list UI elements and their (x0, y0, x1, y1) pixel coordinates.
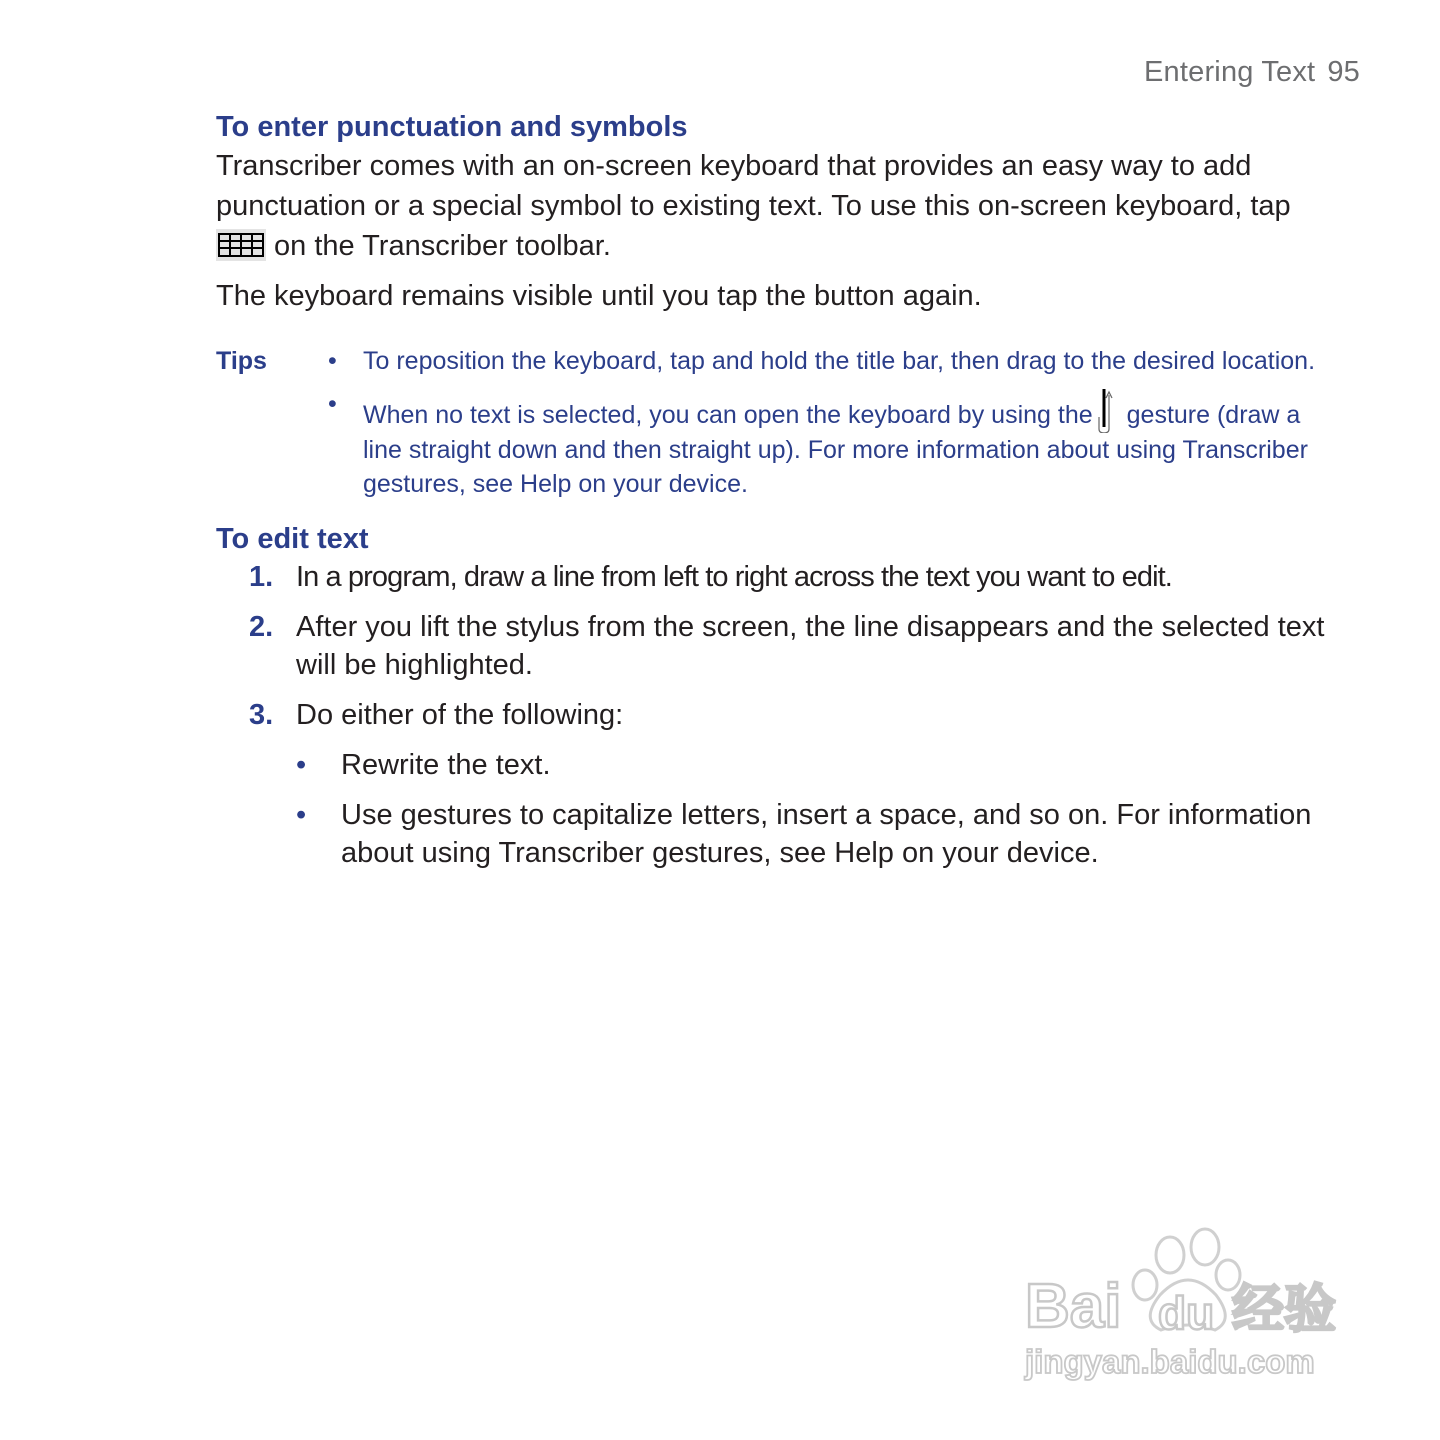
tips-block (216, 344, 1346, 510)
step-number: 3. (249, 699, 274, 731)
keyboard-icon (216, 229, 266, 261)
step-text: In a program, draw a line from left to right across the text you want to edit. (296, 561, 1172, 593)
watermark-url: jingyan.baidu.com (1025, 1343, 1315, 1380)
tips-list (328, 344, 1328, 510)
step-text: After you lift the stylus from the screen, the line disappears and the selected text will be highlighted. (296, 611, 1325, 681)
baidu-watermark (1020, 1225, 1360, 1395)
tip-text: When no text is selected, you can open the keyboard by using the (363, 401, 1093, 429)
paragraph-keyboard-visible: The keyboard remains visible until you tap the button again. (216, 280, 982, 312)
sub-bullet-item: • Rewrite the text. (296, 746, 1346, 784)
section-heading-edit: To edit text (216, 523, 369, 555)
svg-text:du: du (1158, 1287, 1215, 1339)
tip-item (328, 387, 1328, 501)
steps-list (216, 558, 1346, 872)
intro-text: Transcriber comes with an on-screen keyboard that provides an easy way to add punctuation or a special symbol to existing text. To use this on-screen keyboard, tap (216, 150, 1291, 222)
tip-text-end: gesture (draw a line straight down and then straight up). For more information about using Transcriber gestures, see Help on your device. (363, 401, 1308, 498)
svg-text:Bai: Bai (1025, 1272, 1122, 1341)
step-text: Do either of the following: (296, 699, 624, 731)
tips-label: Tips (216, 347, 267, 375)
step-item (216, 558, 1346, 596)
running-header (1144, 56, 1360, 89)
tip-item: • To reposition the keyboard, tap and hold the title bar, then drag to the desired location. (328, 344, 1328, 378)
section-title: Entering Text (1143, 56, 1316, 88)
intro-text-end: on the Transcriber toolbar. (274, 230, 611, 262)
page-content (216, 108, 1346, 884)
step-item (216, 608, 1346, 684)
step-item (216, 696, 1346, 872)
paragraph-keyboard-intro (216, 146, 1346, 266)
step-number: 1. (249, 561, 274, 593)
page-number: 95 (1327, 56, 1360, 88)
svg-text:经验: 经验 (1232, 1280, 1337, 1340)
sub-bullet-list (296, 746, 1346, 872)
gesture-icon (1095, 387, 1121, 433)
sub-bullet-item: • Use gestures to capitalize letters, insert a space, and so on. For information about using Transcriber gestures, see Help on your device. (296, 796, 1346, 872)
step-number: 2. (249, 611, 274, 643)
section-heading-punctuation: To enter punctuation and symbols (216, 111, 688, 143)
